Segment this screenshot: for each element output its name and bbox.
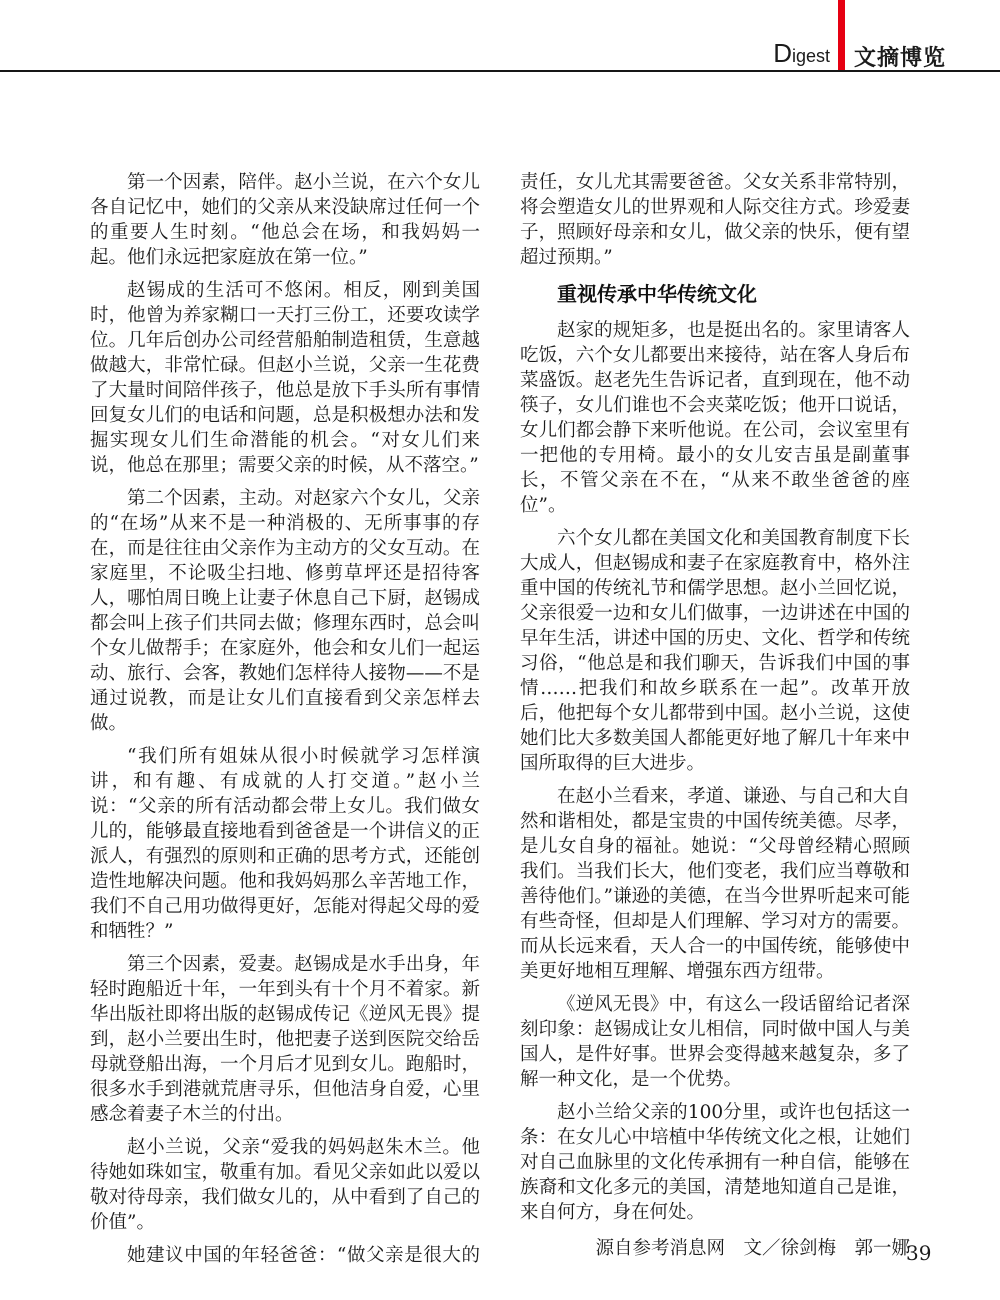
article-left-column <box>90 170 480 1268</box>
section-heading: 重视传承中华传统文化 <box>557 284 757 306</box>
paragraph: 六个女儿都在美国文化和美国教育制度下长大成人，但赵锡成和妻子在家庭教育中，格外注重中国的传统礼节和儒学思想。赵小兰回忆说，父亲很爱一边和女儿们做事，一边讲述在中国的早年生活，讲述中国的历史、文化、哲学和传统习俗，“他总是和我们聊天，告诉我们中国的事情……把我们和故乡联系在一起”。改革开放后，他把每个女儿都带到中国。赵小兰说，这使她们比大多数美国人都能更好地了解几十年来中国所取得的巨大进步。 <box>520 528 910 774</box>
paragraph: 她建议中国的年轻爸爸：“做父亲是很大的 <box>127 1245 480 1266</box>
paragraph: 赵家的规矩多，也是挺出名的。家里请客人吃饭，六个女儿都要出来接待，站在客人身后布菜盛饭。赵老先生告诉记者，直到现在，他不动筷子，女儿们谁也不会夹菜吃饭；他开口说话，女儿们都会静下来听他说。在公司，会议室里有一把他的专用椅。最小的女儿安吉虽是副董事长，不管父亲在不在，“从来不敢坐爸爸的座位”。 <box>520 320 910 516</box>
digest-rest: igest <box>791 46 830 66</box>
paragraph: 责任，女儿尤其需要爸爸。父女关系非常特别，将会塑造女儿的世界观和人际交往方式。珍爱妻子，照顾好母亲和女儿，做父亲的快乐，便有望超过预期。” <box>520 172 910 268</box>
digest-initial: D <box>773 38 792 68</box>
paragraph: 赵小兰说，父亲“爱我的妈妈赵朱木兰。他待她如珠如宝，敬重有加。看见父亲如此以爱以敬对待母亲，我们做女儿的，从中看到了自己的价值”。 <box>90 1137 480 1233</box>
attribution-line: 源自参考消息网 文／徐剑梅 郭一娜 <box>595 1238 910 1259</box>
paragraph: 赵锡成的生活可不悠闲。相反，刚到美国时，他曾为养家糊口一天打三份工，还要攻读学位。几年后创办公司经营船舶制造租赁，生意越做越大，非常忙碌。但赵小兰说，父亲一生花费了大量时间陪伴孩子，他总是放下手头所有事情回复女儿们的电话和问题，总是积极想办法和发掘实现女儿们生命潜能的机会。“对女儿们来说，他总在那里；需要父亲的时候，从不落空。” <box>90 280 480 476</box>
paragraph: 第三个因素，爱妻。赵锡成是水手出身，年轻时跑船近十年，一年到头有十个月不着家。新华出版社即将出版的赵锡成传记《逆风无畏》提到，赵小兰要出生时，他把妻子送到医院交给岳母就登船出海，一个月后才见到女儿。跑船时，很多水手到港就荒唐寻乐，但他洁身自爱，心里感念着妻子木兰的付出。 <box>90 954 480 1125</box>
header-accent-bar <box>838 0 845 71</box>
paragraph: 第二个因素，主动。对赵家六个女儿，父亲的“在场”从来不是一种消极的、无所事事的存在，而是往往由父亲作为主动方的父女互动。在家庭里，不论吸尘扫地、修剪草坪还是招待客人，哪怕周日晚上让妻子休息自己下厨，赵锡成都会叫上孩子们共同去做；修理东西时，总会叫个女儿做帮手；在家庭外，他会和女儿们一起运动、旅行、会客，教她们怎样待人接物——不是通过说教，而是让女儿们直接看到父亲怎样去做。 <box>90 488 480 734</box>
header-digest-label <box>660 40 830 71</box>
paragraph: 在赵小兰看来，孝道、谦逊、与自己和大自然和谐相处，都是宝贵的中国传统美德。尽孝，是儿女自身的福祉。她说：“父母曾经精心照顾我们。当我们长大，他们变老，我们应当尊敬和善待他们。”谦逊的美德，在当今世界听起来可能有些奇怪，但却是人们理解、学习对方的需要。而从长远来看，天人合一的中国传统，能够使中美更好地相互理解、增强东西方纽带。 <box>520 786 910 982</box>
page-number: 39 <box>906 1241 932 1265</box>
paragraph: 《逆风无畏》中，有这么一段话留给记者深刻印象：赵锡成让女儿相信，同时做中国人与美国人，是件好事。世界会变得越来越复杂，多了解一种文化，是一个优势。 <box>520 994 910 1090</box>
header-rule <box>0 70 1000 72</box>
article-right-column <box>520 170 910 1261</box>
paragraph: 赵小兰给父亲的100分里，或许也包括这一条：在女儿心中培植中华传统文化之根，让她们对自己血脉里的文化传承拥有一种自信，能够在族裔和文化多元的美国，清楚地知道自己是谁，来自何方，身在何处。 <box>520 1102 910 1223</box>
column-category-title: 文摘博览 <box>854 45 947 70</box>
paragraph: “我们所有姐妹从很小时候就学习怎样演讲，和有趣、有成就的人打交道。”赵小兰说：“父亲的所有活动都会带上女儿。我们做女儿的，能够最直接地看到爸爸是一个讲信义的正派人，有强烈的原则和正确的思考方式，还能创造性地解决问题。他和我妈妈那么辛苦地工作，我们不自己用功做得更好，怎能对得起父母的爱和牺牲？” <box>90 746 480 942</box>
paragraph: 第一个因素，陪伴。赵小兰说，在六个女儿各自记忆中，她们的父亲从来没缺席过任何一个的重要人生时刻。“他总会在场，和我妈妈一起。他们永远把家庭放在第一位。” <box>90 172 480 268</box>
